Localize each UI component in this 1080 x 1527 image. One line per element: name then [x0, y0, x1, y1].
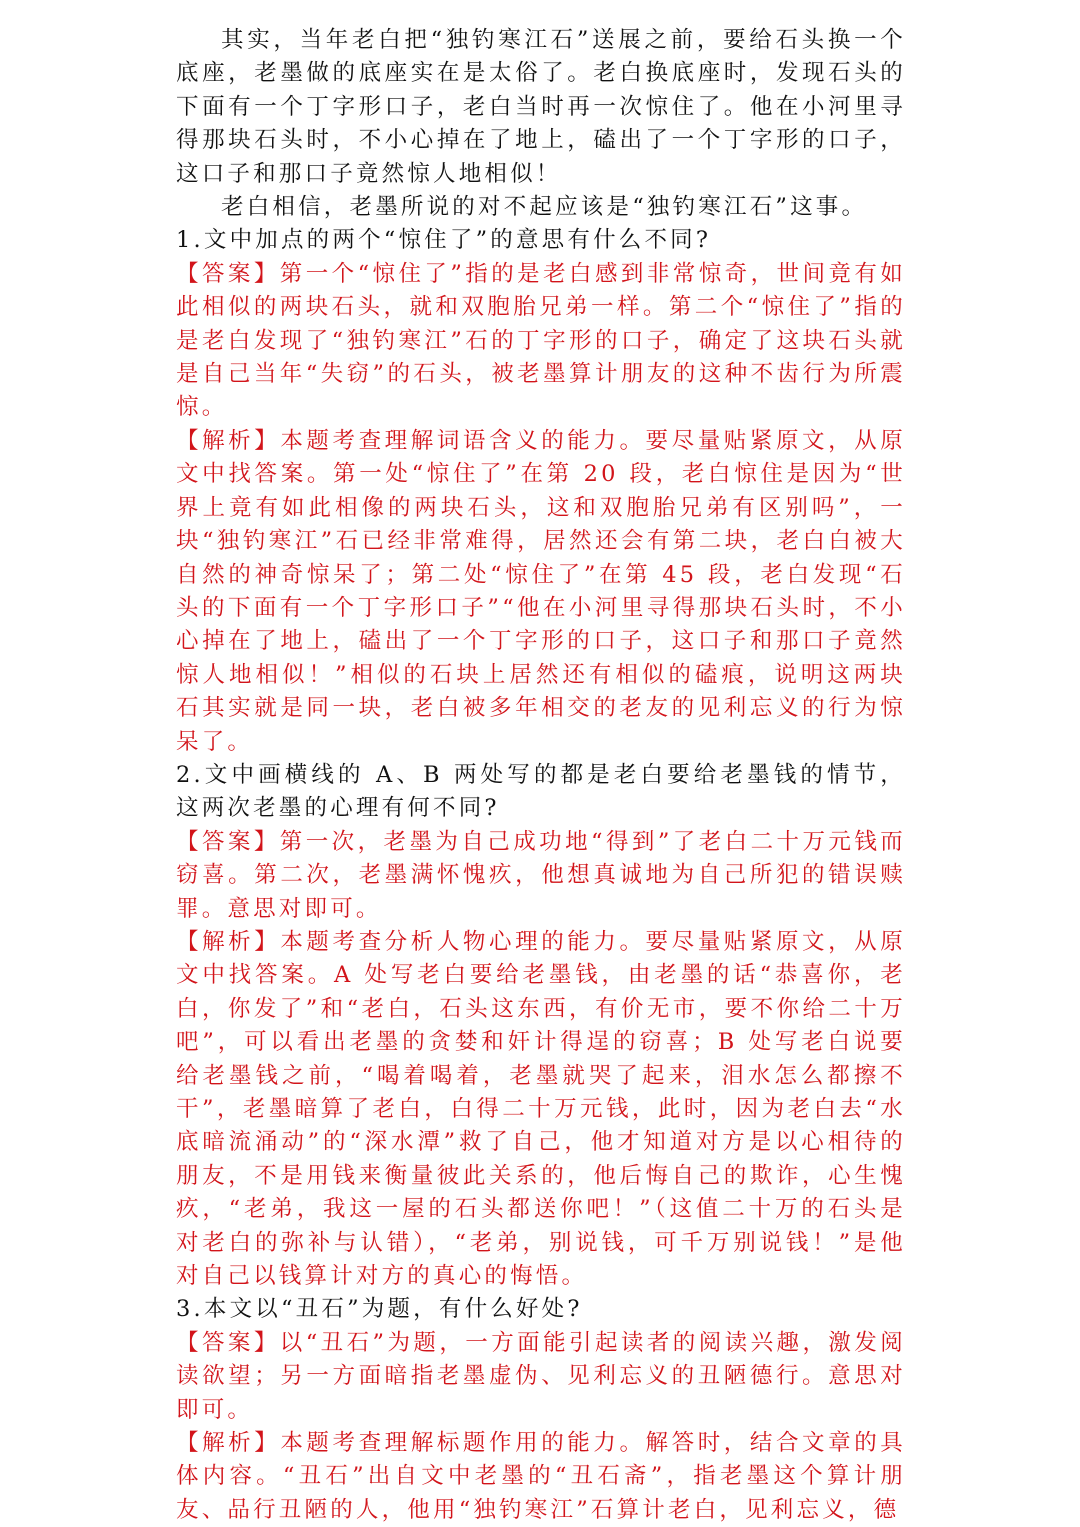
passage-paragraph-2: 老白相信，老墨所说的对不起应该是“独钓寒江石”这事。 — [221, 194, 868, 221]
answer-3: 【答案】以“丑石”为题，一方面能引起读者的阅读兴趣，激发阅读欲望；另一方面暗指老墨虚伪、见利忘义的丑陋德行。意思对即可。 — [176, 1329, 906, 1423]
question-1: 1.文中加点的两个“惊住了”的意思有什么不同? — [176, 227, 712, 254]
analysis-3: 【解析】本题考查理解标题作用的能力。解答时，结合文章的具体内容。“丑石”出自文中老墨的“丑石斋”，指老墨这个算计朋友、品行丑陋的人，他用“独钓寒江”石算计老白，见利忘义，德 — [176, 1430, 906, 1523]
document-page — [176, 24, 906, 1527]
analysis-2: 【解析】本题考查分析人物心理的能力。要尽量贴紧原文，从原文中找答案。A 处写老白要给老墨钱，由老墨的话“恭喜你，老白，你发了”和“老白，石头这东西，有价无市，要不你给二十万吧”，可以看出老墨的贪婪和奸计得逞的窃喜；B 处写老白说要给老墨钱之前，“喝着喝着，老墨就哭了起来，泪水怎么都擦不干”，老墨暗算了老白，白得二十万元钱，此时，因为老白去“水底暗流涌动”的“深水潭”救了自己，他才知道对方是以心相待的朋友，不是用钱来衡量彼此关系的，他后悔自己的欺诈，心生愧疚，“老弟，我这一屋的石头都送你吧！”（这值二十万的石头是对老白的弥补与认错），“老弟，别说钱，可千万别说钱！”是他对自己以钱算计对方的真心的悔悟。 — [176, 928, 906, 1290]
analysis-1: 【解析】本题考查理解词语含义的能力。要尽量贴紧原文，从原文中找答案。第一处“惊住了”在第 20 段，老白惊住是因为“世界上竟有如此相像的两块石头，这和双胞胎兄弟有区别吗”，一块“独钓寒江”石已经非常难得，居然还会有第二块，老白白被大自然的神奇惊呆了；第二处“惊住了”在第 45 段，老白发现“石头的下面有一个丁字形口子”“他在小河里寻得那块石头时，不小心掉在了地上，磕出了一个丁字形的口子，这口子和那口子竟然惊人地相似！”相似的石块上居然还有相似的磕痕，说明这两块石其实就是同一块，老白被多年相交的老友的见利忘义的行为惊呆了。 — [176, 427, 906, 755]
question-3: 3.本文以“丑石”为题，有什么好处? — [176, 1296, 583, 1323]
passage-paragraph-1: 其实，当年老白把“独钓寒江石”送展之前，要给石头换一个底座，老墨做的底座实在是太俗了。老白换底座时，发现石头的下面有一个丁字形口子，老白当时再一次惊住了。他在小河里寻得那块石头时，不小心掉在了地上，磕出了一个丁字形的口子，这口子和那口子竟然惊人地相似！ — [176, 27, 906, 187]
question-2: 2.文中画横线的 A、B 两处写的都是老白要给老墨钱的情节，这两次老墨的心理有何不同? — [176, 761, 906, 822]
answer-2: 【答案】第一次，老墨为自己成功地“得到”了老白二十万元钱而窃喜。第二次，老墨满怀愧疚，他想真诚地为自己所犯的错误赎罪。意思对即可。 — [176, 828, 906, 922]
answer-1: 【答案】第一个“惊住了”指的是老白感到非常惊奇，世间竟有如此相似的两块石头，就和双胞胎兄弟一样。第二个“惊住了”指的是老白发现了“独钓寒江”石的丁字形的口子，确定了这块石头就是自己当年“失窃”的石头，被老墨算计朋友的这种不齿行为所震惊。 — [176, 260, 906, 421]
